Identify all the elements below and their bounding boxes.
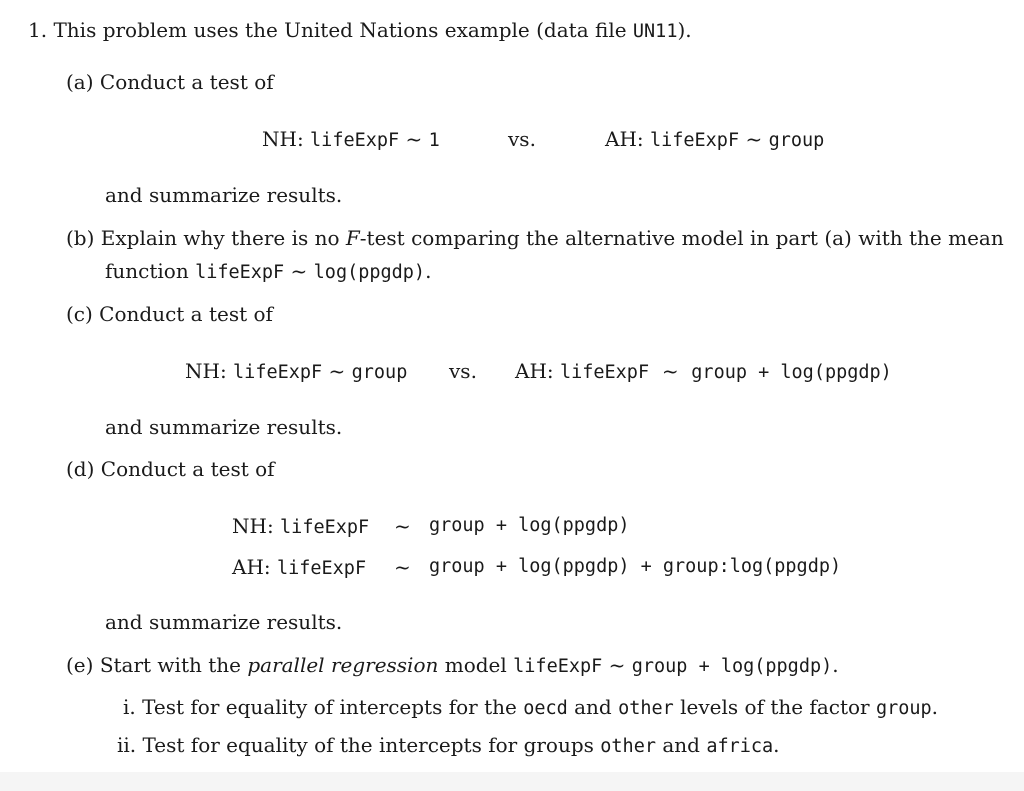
item-text: . (773, 733, 780, 757)
tilde-symbol: ~ (328, 359, 346, 383)
part-d-ah-rhs: group + log(ppgdp) + group:log(ppgdp) (429, 556, 842, 577)
item-label: ii. (117, 733, 137, 757)
part-a-summary: and summarize results. (105, 183, 343, 207)
ah-label: AH: (605, 127, 644, 151)
part-d-summary: and summarize results. (105, 610, 343, 634)
part-e-code-rhs: group + log(ppgdp) (631, 656, 833, 677)
item-text: levels of the factor (673, 695, 876, 719)
item-text: . (931, 695, 939, 719)
tilde-symbol: ~ (608, 653, 626, 677)
problem-intro-end: ). (677, 18, 692, 42)
part-b-code-lhs: lifeExpF (195, 262, 285, 283)
part-b-line2 (105, 258, 431, 286)
part-d-heading (66, 456, 275, 482)
problem-header (28, 17, 692, 45)
part-a-vs: vs. (508, 127, 536, 151)
part-e-item-ii (117, 732, 780, 760)
tilde-symbol: ~ (661, 359, 679, 383)
ah-lhs: lifeExpF (276, 558, 367, 579)
part-e-text2: model (438, 653, 514, 677)
nh-label: NH: (232, 514, 274, 538)
part-e-code-lhs: lifeExpF (513, 656, 603, 677)
part-d-label: (d) (66, 457, 95, 481)
f-test-italic: F (345, 226, 360, 250)
part-d-text: Conduct a test of (100, 457, 275, 481)
ah-lhs: lifeExpF (649, 130, 740, 151)
nh-rhs: 1 (428, 130, 440, 151)
part-b-text2: -test comparing the alternative model in part (a) with the mean (359, 226, 1004, 250)
item-text: and (567, 695, 619, 719)
part-c-alt-hypothesis (515, 358, 892, 386)
ah-rhs: group + log(ppgdp) (691, 362, 892, 383)
ah-label: AH: (515, 359, 554, 383)
nh-lhs: lifeExpF (310, 130, 400, 151)
nh-label: NH: (262, 127, 304, 151)
item-label: i. (123, 695, 136, 719)
item-code: other (618, 698, 674, 719)
part-c-null-hypothesis (185, 358, 407, 386)
item-code: oecd (523, 698, 568, 719)
item-code: africa (706, 736, 774, 757)
part-e-label: (e) (66, 653, 94, 677)
part-d-nh-tilde: ~ (394, 514, 411, 538)
ah-rhs: group (768, 130, 825, 151)
item-text: and (655, 733, 707, 757)
tilde-symbol: ~ (405, 127, 423, 151)
part-a-text: Conduct a test of (99, 70, 274, 94)
part-c-heading (66, 301, 273, 327)
item-text: Test for equality of the intercepts for groups (142, 733, 601, 757)
part-d-alt-hypothesis (232, 554, 366, 582)
part-a-heading (66, 69, 274, 95)
item-code: other (600, 736, 656, 757)
item-code: group (875, 698, 932, 719)
part-c-label: (c) (66, 302, 93, 326)
part-e-italic: parallel regression (247, 653, 439, 677)
part-b-end: . (425, 259, 432, 283)
part-d-ah-tilde: ~ (394, 555, 411, 579)
part-a-null-hypothesis (262, 126, 440, 154)
part-c-text: Conduct a test of (99, 302, 273, 326)
nh-lhs: lifeExpF (233, 362, 323, 383)
part-b-label: (b) (66, 226, 95, 250)
data-file-name: UN11 (632, 21, 678, 42)
nh-lhs: lifeExpF (280, 517, 370, 538)
ah-label: AH: (232, 555, 271, 579)
part-e-heading (66, 652, 839, 680)
problem-intro: This problem uses the United Nations example (data file (53, 18, 633, 42)
item-text: Test for equality of intercepts for the (142, 695, 524, 719)
part-e-text1: Start with the (99, 653, 248, 677)
problem-number: 1. (28, 18, 48, 42)
tilde-symbol: ~ (745, 127, 763, 151)
part-a-alt-hypothesis (605, 126, 824, 154)
ah-lhs: lifeExpF (559, 362, 650, 383)
part-b-text3: function (105, 259, 196, 283)
part-e-item-i (123, 694, 938, 722)
nh-label: NH: (185, 359, 227, 383)
part-c-summary: and summarize results. (105, 415, 343, 439)
bottom-margin (0, 772, 1024, 791)
part-d-nh-rhs: group + log(ppgdp) (429, 515, 630, 536)
part-b-text1: Explain why there is no (100, 226, 346, 250)
nh-rhs: group (351, 362, 408, 383)
part-b-code-rhs: log(ppgdp) (313, 262, 426, 283)
part-b-line1 (66, 225, 1004, 251)
tilde-symbol: ~ (290, 259, 308, 283)
part-e-end: . (832, 653, 839, 677)
part-d-null-hypothesis (232, 513, 369, 541)
part-c-vs: vs. (449, 359, 477, 383)
part-a-label: (a) (66, 70, 94, 94)
